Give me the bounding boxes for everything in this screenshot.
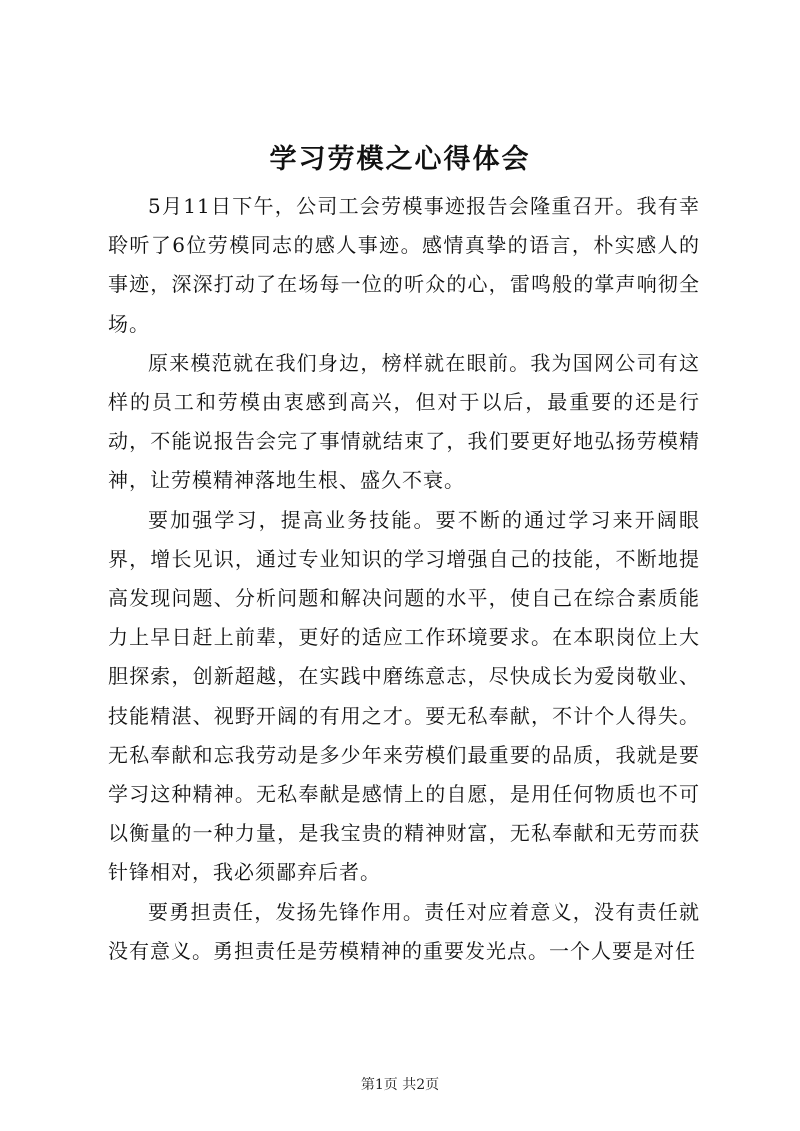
page-footer bbox=[0, 1075, 800, 1095]
paragraph-3: 要加强学习，提高业务技能。要不断的通过学习来开阔眼界，增长见识，通过专业知识的学习增强自己的技能，不断地提高发现问题、分析问题和解决问题的水平，使自己在综合素质能力上早日赶上前辈，更好的适应工作环境要求。在本职岗位上大胆探索，创新超越，在实践中磨练意志，尽快成长为爱岗敬业、技能精湛、视野开阔的有用之才。要无私奉献，不计个人得失。无私奉献和忘我劳动是多少年来劳模们最重要的品质，我就是要学习这种精神。无私奉献是感情上的自愿，是用任何物质也不可以衡量的一种力量，是我宝贵的精神财富，无私奉献和无劳而获针锋相对，我必须鄙弃后者。 bbox=[108, 507, 700, 885]
paragraph-4: 要勇担责任，发扬先锋作用。责任对应着意义，没有责任就没有意义。勇担责任是劳模精神的重要发光点。一个人要是对任 bbox=[108, 899, 700, 963]
paragraph-1: 5月11日下午，公司工会劳模事迹报告会隆重召开。我有幸聆听了6位劳模同志的感人事迹。感情真挚的语言，朴实感人的事迹，深深打动了在场每一位的听众的心，雷鸣般的掌声响彻全场。 bbox=[108, 194, 700, 336]
document-body bbox=[108, 187, 700, 971]
page-number-label: 第1页 共2页 bbox=[360, 1077, 440, 1093]
document-title: 学习劳模之心得体会 bbox=[269, 144, 531, 175]
paragraph-2: 原来模范就在我们身边，榜样就在眼前。我为国网公司有这样的员工和劳模由衷感到高兴，但对于以后，最重要的还是行动，不能说报告会完了事情就结束了，我们要更好地弘扬劳模精神，让劳模精神落地生根、盛久不衰。 bbox=[108, 350, 700, 493]
